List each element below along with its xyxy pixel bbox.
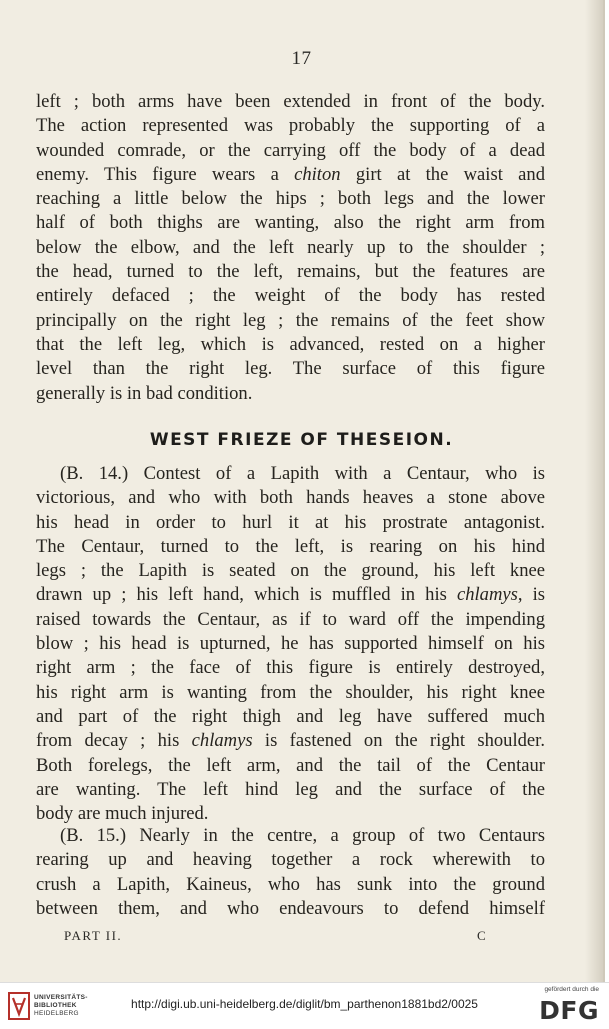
library-name-line: UNIVERSITÄTS- — [34, 994, 88, 1001]
text-line: between them, and who endeavours to defend himself — [36, 897, 545, 919]
text-line: right arm ; the face of this figure is entirely destroyed, — [36, 657, 545, 679]
text-line: principally on the right leg ; the remains of the feet show — [36, 309, 545, 331]
text-line: The Centaur, turned to the left, is rearing on his hind — [36, 535, 545, 557]
text-line: that the left leg, which is advanced, rested on a higher — [36, 333, 545, 355]
text-line: enemy. This figure wears a chiton girt at the waist and — [36, 163, 545, 185]
library-name-line: HEIDELBERG — [34, 1010, 79, 1017]
text-line: The action represented was probably the supporting of a — [36, 115, 545, 137]
text-line: Both forelegs, the left arm, and the tail of the Centaur — [36, 754, 545, 776]
text-line: are wanting. The left hind leg and the surface of the — [36, 778, 545, 800]
text-line: below the elbow, and the left nearly up to the shoulder ; — [36, 236, 545, 258]
text-line: (B. 15.) Nearly in the centre, a group of two Centaurs — [60, 825, 545, 846]
text-line: and part of the right thigh and leg have suffered much — [36, 705, 545, 727]
text-line: rearing up and heaving together a rock wherewith to — [36, 849, 545, 871]
signature-mark: C — [477, 928, 486, 943]
paragraph-3 — [36, 824, 545, 921]
text-line: raised towards the Centaur, as if to ward off the impending — [36, 608, 545, 630]
page-number: 17 — [291, 48, 312, 69]
text-line: drawn up ; his left hand, which is muffled in his chlamys, is — [36, 584, 546, 606]
text-line: entirely defaced ; the weight of the body has rested — [36, 285, 545, 307]
text-line: reaching a little below the hips ; both legs and the lower — [36, 188, 545, 210]
source-url-link[interactable]: http://digi.ub.uni-heidelberg.de/diglit/bm_parthenon1881bd2/0025 — [131, 997, 478, 1011]
italic-term: chiton — [294, 163, 341, 185]
funder-note: gefördert durch die — [544, 986, 599, 993]
paragraph-2 — [36, 462, 545, 826]
text-line: legs ; the Lapith is seated on the ground, his left knee — [36, 560, 545, 582]
text-line: level than the right leg. The surface of this figure — [36, 358, 545, 380]
text-line: blow ; his head is upturned, he has supported himself on his — [36, 633, 545, 655]
text-line: his right arm is wanting from the shoulder, his right knee — [36, 681, 545, 703]
text-line: his head in order to hurl it at his prostrate antagonist. — [36, 511, 545, 533]
text-line: crush a Lapith, Kaineus, who has sunk into the ground — [36, 873, 545, 895]
digitization-footer — [0, 982, 609, 1029]
text-line: victorious, and who with both hands heaves a stone above — [36, 487, 545, 509]
section-heading: WEST FRIEZE OF THESEION. — [149, 430, 454, 450]
text-line: the head, turned to the left, remains, but the features are — [36, 261, 545, 283]
signature-label: PART II. — [64, 928, 123, 943]
text-line: wounded comrade, or the carrying off the body of a dead — [36, 139, 545, 161]
text-line: from decay ; his chlamys is fastened on the right shoulder. — [36, 730, 545, 752]
text-line: body are much injured. — [36, 803, 209, 825]
text-line: (B. 14.) Contest of a Lapith with a Centaur, who is — [60, 463, 545, 484]
dfg-logo: DFG — [539, 996, 599, 1025]
italic-term: chlamys — [456, 584, 518, 606]
library-name-line: BIBLIOTHEK — [34, 1002, 77, 1009]
italic-term: chlamys — [191, 730, 253, 752]
text-line: generally is in bad condition. — [36, 382, 253, 404]
paragraph-1 — [36, 90, 545, 406]
text-line: half of both thighs are wanting, also the right arm from — [36, 212, 545, 234]
text-line: left ; both arms have been extended in front of the body. — [36, 91, 545, 112]
